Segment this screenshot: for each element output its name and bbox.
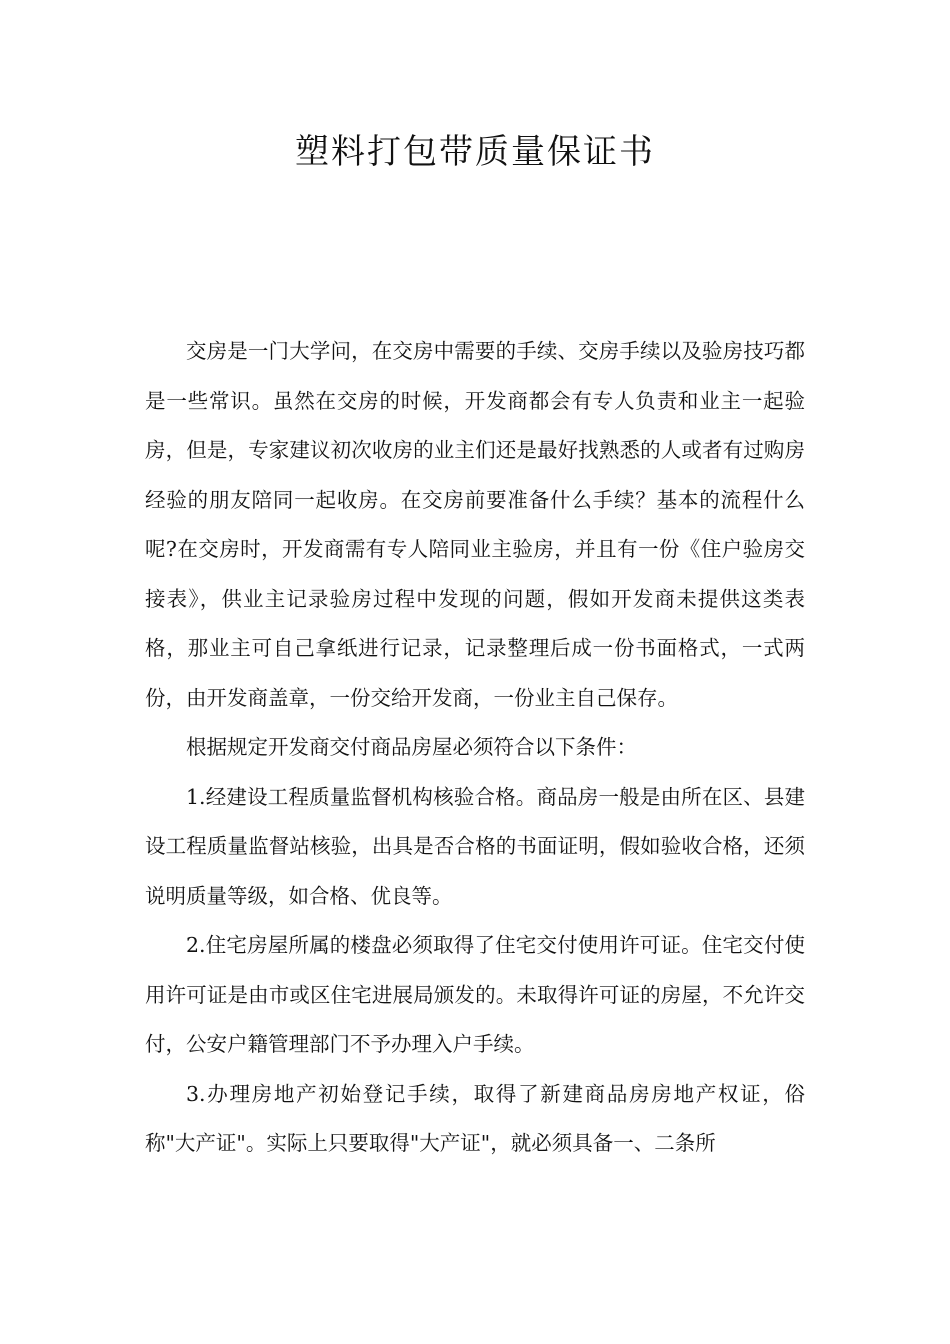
- paragraph-conditions-heading: 根据规定开发商交付商品房屋必须符合以下条件：: [186, 735, 637, 759]
- paragraph-condition-1: 1.经建设工程质量监督机构核验合格。商品房一般是由所在区、县建设工程质量监督站核验，出具是否合格的书面证明，假如验收合格，还须说明质量等级，如合格、优良等。: [145, 784, 805, 908]
- paragraph-intro: 交房是一门大学问，在交房中需要的手续、交房手续以及验房技巧都是一些常识。虽然在交房的时候，开发商都会有专人负责和业主一起验房，但是，专家建议初次收房的业主们还是最好找熟悉的人或者有过购房经验的朋友陪同一起收房。在交房前要准备什么手续？基本的流程什么呢?在交房时，开发商需有专人陪同业主验房，并且有一份《住户验房交接表》，供业主记录验房过程中发现的问题，假如开发商未提供这类表格，那业主可自己拿纸进行记录，记录整理后成一份书面格式，一式两份，由开发商盖章，一份交给开发商，一份业主自己保存。: [145, 339, 805, 710]
- document-title: 塑料打包带质量保证书: [295, 132, 655, 172]
- paragraph-condition-2: 2.住宅房屋所属的楼盘必须取得了住宅交付使用许可证。住宅交付使用许可证是由市或区住宅进展局颁发的。未取得许可证的房屋，不允许交付，公安户籍管理部门不予办理入户手续。: [145, 933, 805, 1056]
- paragraph-condition-3: 3.办理房地产初始登记手续，取得了新建商品房房地产权证，俗称"大产证"。实际上只要取得"大产证"，就必须具备一、二条所: [145, 1081, 805, 1155]
- document-body: [145, 327, 805, 1169]
